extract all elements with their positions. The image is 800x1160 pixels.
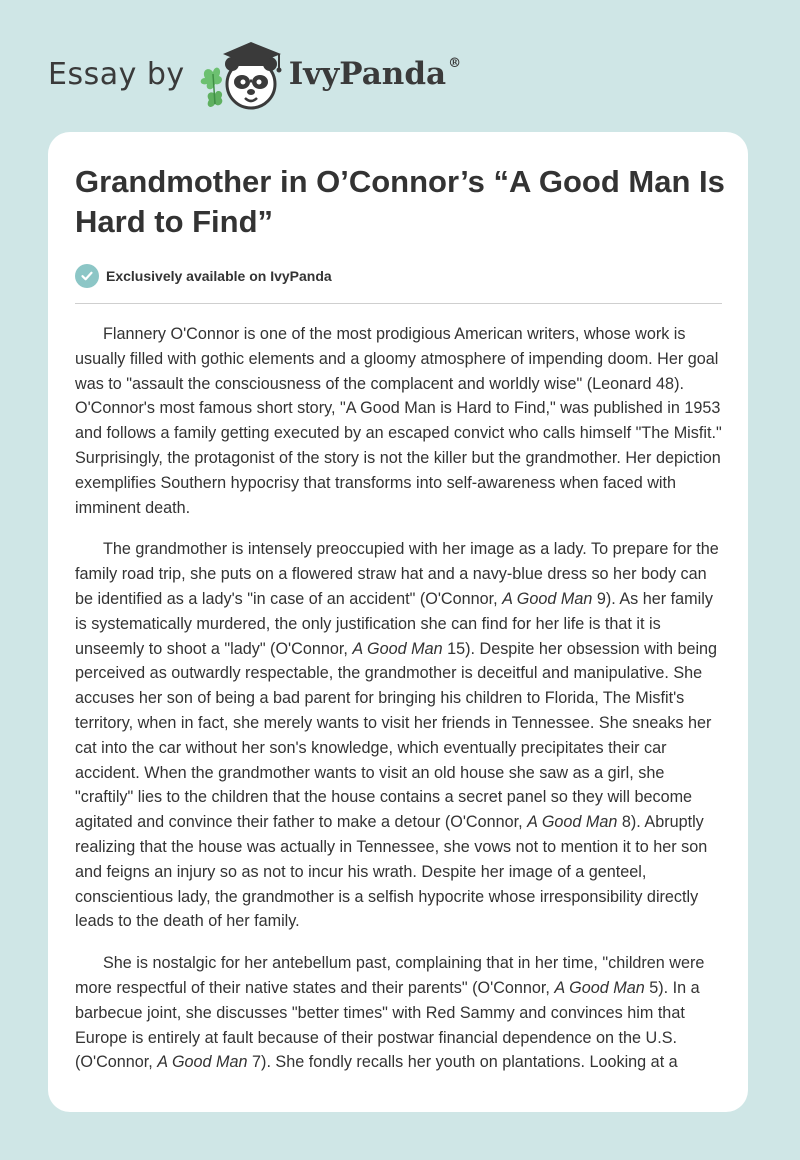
divider xyxy=(75,303,722,304)
brand-prefix: Essay by xyxy=(48,56,185,92)
book-title-citation: A Good Man xyxy=(157,1053,248,1072)
essay-paragraph xyxy=(75,322,723,520)
badge-label: Exclusively available on IvyPanda xyxy=(106,268,332,284)
brand-name: IvyPanda ® xyxy=(288,56,462,92)
paragraph-text: She is nostalgic for her antebellum past, complaining that in her time, "children were more respectful of their native states and their parents" (O'Connor, xyxy=(75,954,705,997)
paragraph-text: 8). Abruptly realizing that the house was actually in Tennessee, she vows not to mention it to her son and feigns an injury so as not to incur his wrath. Despite her image of a genteel, conscientious lady, the grandmother is a selfish hypocrite whose irresponsibility directly leads to the death of her family. xyxy=(75,813,708,931)
essay-card xyxy=(48,132,748,1112)
essay-title: Grandmother in O’Connor’s “A Good Man Is Hard to Find” xyxy=(75,164,725,239)
paragraph-text: Flannery O'Connor is one of the most prodigious American writers, whose work is usually filled with gothic elements and a gloomy atmosphere of impending doom. Her goal was to "assault the consciousness of the complacent and worldly wise" (Leonard 48). O'Connor's most famous short story, "A Good Man is Hard to Find," was published in 1953 and follows a family getting executed by an escaped convict who calls himself "The Misfit." Surprisingly, the protagonist of the story is not the killer but the grandmother. Her depiction exemplifies Southern hypocrisy that transforms into self-awareness when faced with imminent death. xyxy=(75,325,722,517)
book-title-citation: A Good Man xyxy=(352,639,443,658)
paragraph-text: 5). In a barbecue joint, she discusses "better times" with Red Sammy and convinces him that Europe is entirely at fault because of their postwar financial dependence on the U.S. (O'Connor, xyxy=(75,978,700,1072)
book-title-citation: A Good Man xyxy=(527,813,618,832)
paragraph-text: 7). She fondly recalls her youth on plantations. Looking at a xyxy=(247,1053,678,1072)
panda-graduate-icon xyxy=(199,34,285,114)
check-circle-icon xyxy=(75,264,99,288)
brand-logo[interactable] xyxy=(48,34,461,114)
paragraph-text: The grandmother is intensely preoccupied with her image as a lady. To prepare for the family road trip, she puts on a flowered straw hat and a navy-blue dress so her body can be identified as a lady's "in case of an accident" (O'Connor, xyxy=(75,540,719,608)
paragraph-text: 9). As her family is systematically murdered, the only justification she can find for her life is that it is unseemly to shoot a "lady" (O'Connor, xyxy=(75,589,713,658)
essay-body xyxy=(75,322,723,1092)
paragraph-text: 15). Despite her obsession with being perceived as outwardly respectable, the grandmother is deceitful and manipulative. She accuses her son of being a bad parent for bringing his children to Florida, The Misfit's territory, when in fact, she merely wants to visit her friends in Tennessee. She sneaks her cat into the car without her son's knowledge, which eventually precipitates their car accident. When the grandmother wants to visit an old house she saw as a girl, she "craftily" lies to the children that the house contains a secret panel so they will become agitated and convince their father to make a detour (O'Connor, xyxy=(75,639,718,832)
book-title-citation: A Good Man xyxy=(502,589,593,608)
exclusive-badge xyxy=(75,264,332,288)
essay-paragraph xyxy=(75,537,723,934)
book-title-citation: A Good Man xyxy=(554,978,645,997)
essay-paragraph xyxy=(75,951,723,1075)
